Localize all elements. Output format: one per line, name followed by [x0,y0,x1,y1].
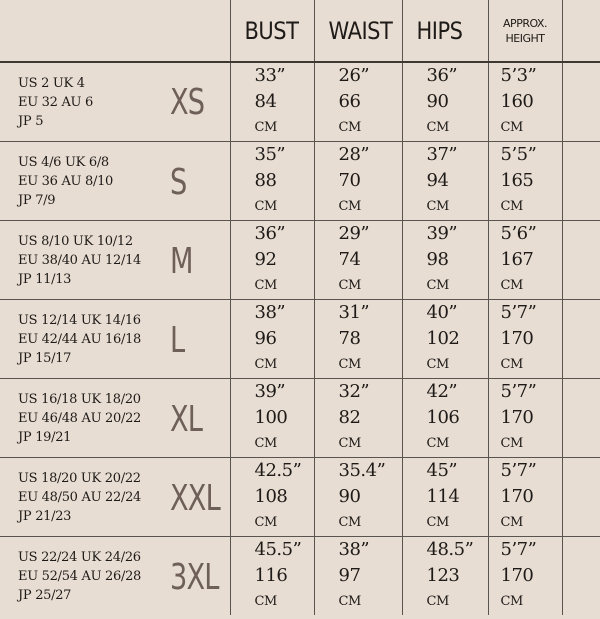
hips-cm: 123 CM [427,563,488,615]
waist-cm: 97 CM [339,563,402,615]
waist-cm: 78 CM [339,326,402,378]
waist-cm: 70 CM [339,168,402,220]
waist-inches: 38” [338,539,370,560]
hips-inches: 48.5” [426,539,474,560]
intl-sizes-line-2: EU 36 AU 8/10 [18,173,114,189]
waist-cell [314,300,402,379]
hips-cm: 106 CM [427,405,488,457]
intl-sizes-line-1: US 22/24 UK 24/26 [18,549,141,565]
unit-cm: CM [426,120,449,135]
intl-sizes-line-1: US 8/10 UK 10/12 [18,233,133,249]
spare-cell [562,221,600,300]
intl-sizes-line-3: JP 7/9 [18,192,56,208]
unit-cm: CM [426,436,449,451]
waist-cell [314,458,402,537]
header-height-line2: HEIGHT [505,31,545,45]
intl-sizes-line-3: JP 25/27 [18,587,72,603]
unit-cm: CM [426,515,449,530]
height-feet: 5’3” [500,65,537,86]
spare-cell [562,300,600,379]
unit-cm: CM [338,357,361,372]
waist-cell [314,537,402,616]
height-feet: 5’7” [500,539,537,560]
hips-cm: 90 CM [427,89,488,141]
header-blank-size [170,0,230,62]
height-cm: 170 CM [501,563,562,615]
unit-cm: CM [254,278,277,293]
height-feet: 5’7” [500,302,537,323]
size-row [0,142,600,221]
header-row [0,0,600,62]
intl-sizes-line-3: JP 21/23 [18,508,72,524]
bust-cell [230,379,314,458]
intl-sizes-line-1: US 2 UK 4 [18,75,85,91]
bust-inches: 36” [254,223,286,244]
unit-cm: CM [500,278,523,293]
hips-cell [402,142,488,221]
header-height [488,0,562,62]
intl-sizes-line-2: EU 32 AU 6 [18,94,94,110]
height-cell [488,221,562,300]
intl-sizes-line-1: US 4/6 UK 6/8 [18,154,109,170]
bust-cm: 92 CM [255,247,314,299]
size-label: M [170,217,221,304]
bust-cm: 84 CM [255,89,314,141]
intl-sizes-line-3: JP 11/13 [18,271,72,287]
unit-cm: CM [338,515,361,530]
unit-cm: CM [500,436,523,451]
hips-inches: 36” [426,65,458,86]
waist-cell [314,62,402,142]
intl-sizes-line-3: JP 5 [18,113,44,129]
intl-sizes [0,300,170,379]
hips-cm: 102 CM [427,326,488,378]
spare-cell [562,379,600,458]
hips-inches: 39” [426,223,458,244]
header-bust: BUST [230,0,314,67]
unit-cm: CM [500,120,523,135]
waist-cell [314,221,402,300]
intl-sizes-line-1: US 18/20 UK 20/22 [18,470,141,486]
spare-cell [562,142,600,221]
hips-cm: 114 CM [427,484,488,536]
hips-cell [402,221,488,300]
unit-cm: CM [254,357,277,372]
height-cm: 170 CM [501,326,562,378]
unit-cm: CM [500,515,523,530]
height-cell [488,458,562,537]
size-label: S [170,138,221,225]
height-cm: 160 CM [501,89,562,141]
size-row [0,537,600,616]
bust-cell [230,142,314,221]
unit-cm: CM [426,357,449,372]
size-label: XS [170,58,221,145]
height-cell [488,379,562,458]
bust-inches: 42.5” [254,460,302,481]
hips-cell [402,458,488,537]
unit-cm: CM [254,515,277,530]
size-label: 3XL [170,533,221,619]
unit-cm: CM [500,199,523,214]
intl-sizes [0,142,170,221]
hips-cell [402,379,488,458]
intl-sizes-line-2: EU 38/40 AU 12/14 [18,252,142,268]
bust-cell [230,62,314,142]
waist-inches: 32” [338,381,370,402]
spare-cell [562,62,600,142]
height-feet: 5’7” [500,460,537,481]
intl-sizes-line-2: EU 52/54 AU 26/28 [18,568,142,584]
height-cell [488,142,562,221]
bust-cell [230,300,314,379]
hips-inches: 42” [426,381,458,402]
height-feet: 5’7” [500,381,537,402]
intl-sizes [0,62,170,142]
bust-inches: 35” [254,144,286,165]
hips-cell [402,300,488,379]
hips-inches: 45” [426,460,458,481]
waist-cm: 82 CM [339,405,402,457]
hips-inches: 40” [426,302,458,323]
hips-cell [402,537,488,616]
intl-sizes [0,221,170,300]
header-waist: WAIST [314,0,402,67]
bust-cm: 96 CM [255,326,314,378]
intl-sizes-line-1: US 12/14 UK 14/16 [18,312,141,328]
height-cell [488,62,562,142]
header-blank [0,0,170,62]
bust-cm: 100 CM [255,405,314,457]
bust-cm: 88 CM [255,168,314,220]
size-label: XL [170,375,221,462]
unit-cm: CM [338,199,361,214]
size-row [0,62,600,142]
waist-inches: 28” [338,144,370,165]
bust-cell [230,537,314,616]
size-row [0,379,600,458]
intl-sizes-line-3: JP 19/21 [18,429,72,445]
intl-sizes [0,537,170,616]
intl-sizes-line-2: EU 48/50 AU 22/24 [18,489,142,505]
waist-inches: 35.4” [338,460,386,481]
height-cell [488,300,562,379]
intl-sizes-line-2: EU 42/44 AU 16/18 [18,331,142,347]
bust-cm: 116 CM [255,563,314,615]
unit-cm: CM [338,436,361,451]
unit-cm: CM [426,278,449,293]
hips-inches: 37” [426,144,458,165]
size-row [0,458,600,537]
waist-cell [314,379,402,458]
height-cm: 170 CM [501,484,562,536]
intl-sizes [0,379,170,458]
bust-cm: 108 CM [255,484,314,536]
size-label: XXL [170,454,221,541]
hips-cm: 98 CM [427,247,488,299]
bust-inches: 33” [254,65,286,86]
bust-inches: 45.5” [254,539,302,560]
size-row [0,221,600,300]
waist-cm: 74 CM [339,247,402,299]
size-row [0,300,600,379]
bust-inches: 38” [254,302,286,323]
size-label: L [170,296,221,383]
unit-cm: CM [500,594,523,609]
height-cm: 165 CM [501,168,562,220]
hips-cm: 94 CM [427,168,488,220]
unit-cm: CM [500,357,523,372]
unit-cm: CM [338,278,361,293]
height-cell [488,537,562,616]
height-cm: 167 CM [501,247,562,299]
spare-cell [562,537,600,616]
waist-cm: 66 CM [339,89,402,141]
hips-cell [402,62,488,142]
bust-cell [230,458,314,537]
spare-cell [562,458,600,537]
header-height-line1: APPROX. [503,16,547,30]
height-cm: 170 CM [501,405,562,457]
unit-cm: CM [426,594,449,609]
intl-sizes-line-2: EU 46/48 AU 20/22 [18,410,142,426]
waist-inches: 31” [338,302,370,323]
intl-sizes-line-3: JP 15/17 [18,350,72,366]
waist-inches: 26” [338,65,370,86]
intl-sizes [0,458,170,537]
unit-cm: CM [338,120,361,135]
bust-cell [230,221,314,300]
height-feet: 5’6” [500,223,537,244]
unit-cm: CM [254,120,277,135]
unit-cm: CM [254,594,277,609]
header-spare [562,0,600,62]
bust-inches: 39” [254,381,286,402]
header-hips: HIPS [402,0,488,67]
waist-inches: 29” [338,223,370,244]
height-feet: 5’5” [500,144,537,165]
unit-cm: CM [254,436,277,451]
unit-cm: CM [338,594,361,609]
unit-cm: CM [426,199,449,214]
unit-cm: CM [254,199,277,214]
intl-sizes-line-1: US 16/18 UK 18/20 [18,391,141,407]
waist-cm: 90 CM [339,484,402,536]
waist-cell [314,142,402,221]
